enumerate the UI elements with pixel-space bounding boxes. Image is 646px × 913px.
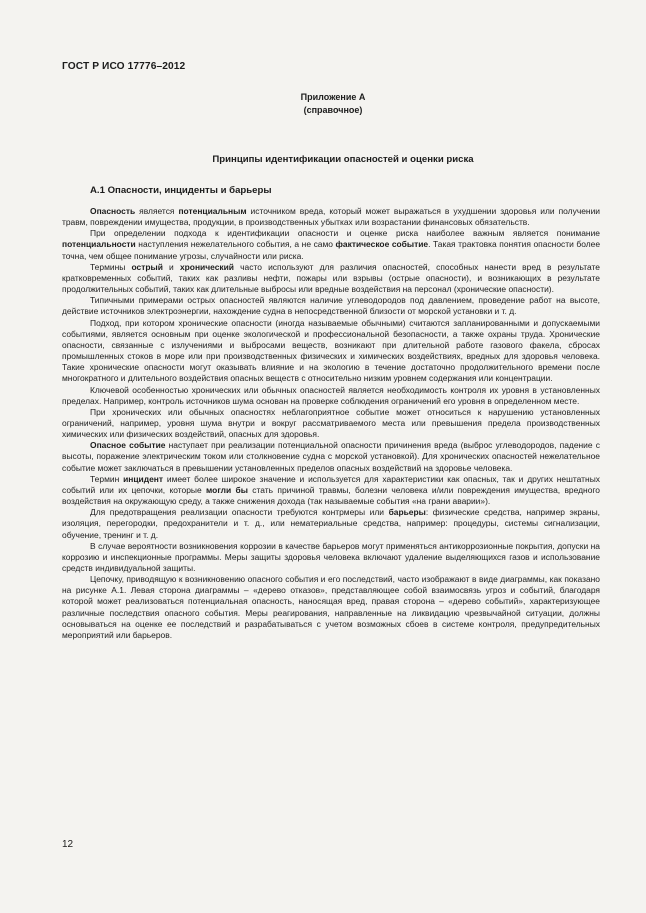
text-run: При хронических или обычных опасностях неблагоприятное событие может относиться к нарушению установленных ограничений, например, уровня шума внутри и вокруг рассматриваемого места или превышения предела производственных химических или физических воздействий, опасных для здоровья.	[62, 406, 600, 440]
standard-code-header: ГОСТ Р ИСО 17776–2012	[62, 61, 186, 72]
text-run: : физические средства, например экраны, изоляция, перегородки, предохранители и т. д., или нематериальные средства, например: процедуры, системы сигнализации, обучение, тренинг и т. д.	[62, 507, 600, 540]
section-heading: А.1 Опасности, инциденты и барьеры	[90, 185, 272, 196]
bold-term: Опасность	[90, 206, 136, 216]
text-run: При определении подхода к идентификации опасности и оценке риска наиболее важным является понимание	[90, 228, 600, 239]
page-number: 12	[62, 839, 74, 850]
body-paragraph	[62, 295, 600, 317]
body-paragraph	[62, 228, 600, 261]
body-paragraph	[62, 262, 600, 295]
bold-term: могли бы	[206, 484, 248, 495]
text-run: часто используют для различия опасностей, способных нанести вред в результате кратковременных событий, таких как разливы нефти, пожары или взрывы (острые опасности), и возникающих в результате продолжительных событий, таких как длительные выбросы или вредные воздействия на персонал (хронические опасности).	[62, 261, 600, 295]
text-run: наступает при реализации потенциальной опасности причинения вреда (выброс углеводородов, падение с высоты, поражение электрическим током или столкновение судна с морской установкой). Для хронических опасностей нежелательное событие может заключаться в превышении установленных пределов опасных воздействий на здоровье человека.	[62, 440, 600, 473]
text-run: стать причиной травмы, болезни человека и/или повреждения имущества, вредного воздействия на окружающую среду, а также снижения дохода (так называемые события «на грани аварии»).	[62, 484, 600, 507]
text-run: наступления нежелательного события, а не само	[135, 239, 336, 250]
document-title: Принципы идентификации опасностей и оценки риска	[212, 154, 474, 165]
bold-term: потенциальным	[178, 206, 247, 216]
bold-term: фактическое событие	[335, 239, 429, 250]
body-paragraph	[62, 318, 600, 385]
body-paragraph	[62, 440, 600, 473]
body-paragraph	[62, 385, 600, 407]
text-run: Цепочку, приводящую к возникновению опасного события и его последствий, часто изображают в виде диаграммы, как показано на рисунке А.1. Левая сторона диаграммы – «дерево отказов», представляющее собой взаимосвязь угроз и событий, благодаря которой может реализоваться потенциальная опасность, наносящая вред, правая сторона – «дерево событий», характеризующее различные последствия опасного события. Меры реагирования, направленные на ликвидацию чрезвычайной ситуации, должны основываться на оценке ее последствий и разрабатываться с учетом возможных сбоев в системе контроля, предупредительных мероприятий или барьеров.	[62, 574, 600, 640]
body-paragraph	[62, 206, 600, 228]
text-run: имеет более широкое значение и используется для характеристики как опасных, так и других нештатных событий или их цепочки, которые	[62, 473, 600, 495]
bold-term: инцидент	[123, 473, 164, 484]
text-run: Термины	[90, 261, 132, 272]
body-paragraph	[62, 574, 600, 641]
body-paragraph	[62, 541, 600, 574]
appendix-status: (справочное)	[303, 104, 363, 115]
bold-term: потенциальности	[62, 239, 136, 250]
text-run: является	[135, 206, 179, 216]
bold-term: барьеры	[388, 507, 426, 518]
text-run: и	[162, 261, 180, 272]
text-run: Ключевой особенностью хронических или обычных опасностей является необходимость контроля их уровня в установленных пределах. Например, контроль источников шума основан на проверке соблюдения ограничений его уровня в определенном месте.	[62, 384, 600, 406]
body-paragraph	[62, 507, 600, 540]
bold-term: хронический	[179, 261, 234, 272]
text-run: Типичными примерами острых опасностей являются наличие углеводородов под давлением, проведение работ на высоте, действие источников электроэнергии, нахождение судна в непосредственной близости от морской установки и т. д.	[62, 295, 600, 317]
text-run: Термин	[90, 473, 124, 484]
body-paragraph	[62, 474, 600, 507]
bold-term: острый	[131, 261, 163, 272]
text-run: источником вреда, который может выражаться в ухудшении здоровья или получении травм, повреждении имущества, продукции, в производственных убытках или возрастании финансовых обязательств.	[62, 206, 600, 228]
text-run: В случае вероятности возникновения коррозии в качестве барьеров могут применяться антикоррозионные покрытия, допуски на коррозию и инспекционные программы. Меры защиты здоровья человека включают удаление выделяющихся газов и использование средств индивидуальной защиты.	[62, 540, 600, 573]
text-run: Подход, при котором хронические опасности (иногда называемые обычными) считаются запланированными и допускаемыми событиями, является основным при оценке экологической и профессиональной безопасности, а также охраны труда. Хронические опасности, связанные с излучениями и выбросами веществ, возникают при длительной работе газового факела, сбросах промышленных стоков в море или при производственных физических и химических воздействиях, вредных для здоровья человека. Такие хронические опасности могут оказывать влияние и на экологию в течение достаточно продолжительного времени после многократного и длительного воздействия опасных веществ с относительно низким уровнем содержания или концентрации.	[62, 317, 600, 384]
appendix-title: Приложение А	[300, 92, 366, 102]
body-text	[62, 206, 600, 641]
appendix-caption	[0, 91, 646, 116]
text-run: Для предотвращения реализации опасности требуются контрмеры или	[90, 507, 389, 518]
body-paragraph	[62, 407, 600, 440]
bold-term: Опасное событие	[90, 440, 166, 451]
text-run: . Такая трактовка понятия опасности более точна, чем общее понимание угрозы, случайности или риска.	[62, 239, 601, 261]
